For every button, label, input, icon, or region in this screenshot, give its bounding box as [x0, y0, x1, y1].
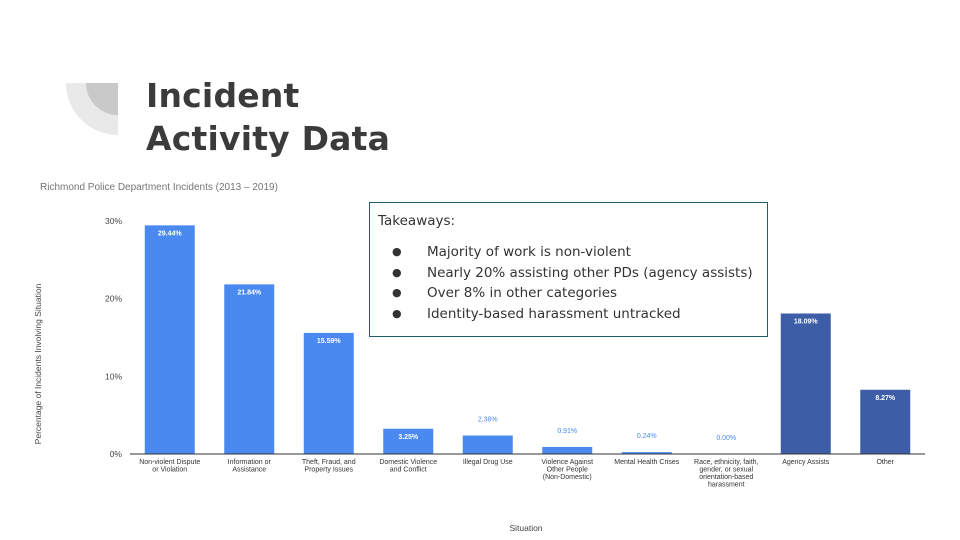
- y-tick-label: 10%: [104, 371, 122, 382]
- takeaway-item: [378, 283, 759, 304]
- bar: [781, 314, 831, 454]
- bar-value-label: 21.84%: [237, 289, 262, 297]
- takeaway-item: [378, 242, 759, 263]
- x-tick-label: Race, ethnicity, faith, gender, or sexual orientation-based harassment: [694, 459, 759, 489]
- takeaways-list: [378, 242, 759, 324]
- takeaway-text: Identity-based harassment untracked: [427, 305, 681, 322]
- y-axis-label: Percentage of Incidents Involving Situation: [33, 283, 43, 445]
- takeaway-item: [378, 304, 759, 325]
- x-tick-label: Violence Against Other People (Non-Domestic): [541, 459, 594, 481]
- bullet-icon: ●: [392, 245, 402, 258]
- bar-value-label: 8.27%: [875, 394, 896, 402]
- takeaways-heading: Takeaways:: [378, 213, 456, 229]
- x-tick-label: Domestic Violence and Conflict: [379, 459, 438, 474]
- x-axis-label: Situation: [509, 523, 543, 533]
- bar-value-label: 18.09%: [793, 318, 818, 326]
- takeaway-item: [378, 263, 759, 284]
- slide-title-line-1: Incident: [146, 76, 300, 115]
- bar-value-label: 0.24%: [636, 433, 657, 441]
- x-tick-label: Non-violent Dispute or Violation: [139, 459, 201, 474]
- takeaway-text: Over 8% in other categories: [427, 285, 618, 301]
- takeaway-text: Nearly 20% assisting other PDs (agency assists): [427, 264, 753, 281]
- x-tick-label: Theft, Fraud, and Property Issues: [301, 459, 356, 474]
- bar: [145, 225, 195, 454]
- x-tick-label: Other: [876, 459, 895, 466]
- x-tick-label: Information or Assistance: [227, 459, 271, 474]
- chart-title: Richmond Police Department Incidents (2013 – 2019): [40, 182, 278, 193]
- bar: [224, 284, 274, 454]
- bar-value-label: 0.00%: [716, 435, 737, 442]
- x-tick-label: Mental Health Crises: [614, 459, 680, 466]
- bar-value-label: 2.38%: [477, 416, 498, 424]
- bar-value-label: 3.25%: [398, 433, 419, 441]
- bar-value-label: 0.91%: [557, 427, 578, 435]
- bar-value-label: 15.59%: [316, 337, 341, 345]
- x-tick-label: Agency Assists: [782, 459, 830, 466]
- takeaway-text: Majority of work is non-violent: [427, 244, 631, 260]
- bar: [463, 436, 513, 454]
- y-tick-label: 30%: [104, 216, 122, 226]
- y-tick-label: 0%: [109, 449, 122, 459]
- bar: [383, 429, 433, 454]
- y-tick-label: 20%: [104, 293, 122, 304]
- takeaways-box: [369, 202, 768, 337]
- bar-value-label: 29.44%: [157, 230, 182, 238]
- bar: [542, 447, 592, 454]
- x-tick-label: Illegal Drug Use: [462, 459, 513, 466]
- bullet-icon: ●: [392, 306, 402, 320]
- bullet-icon: ●: [392, 265, 402, 279]
- bar: [304, 333, 354, 454]
- slide-title-line-2: Activity Data: [146, 119, 391, 158]
- bullet-icon: ●: [392, 286, 402, 299]
